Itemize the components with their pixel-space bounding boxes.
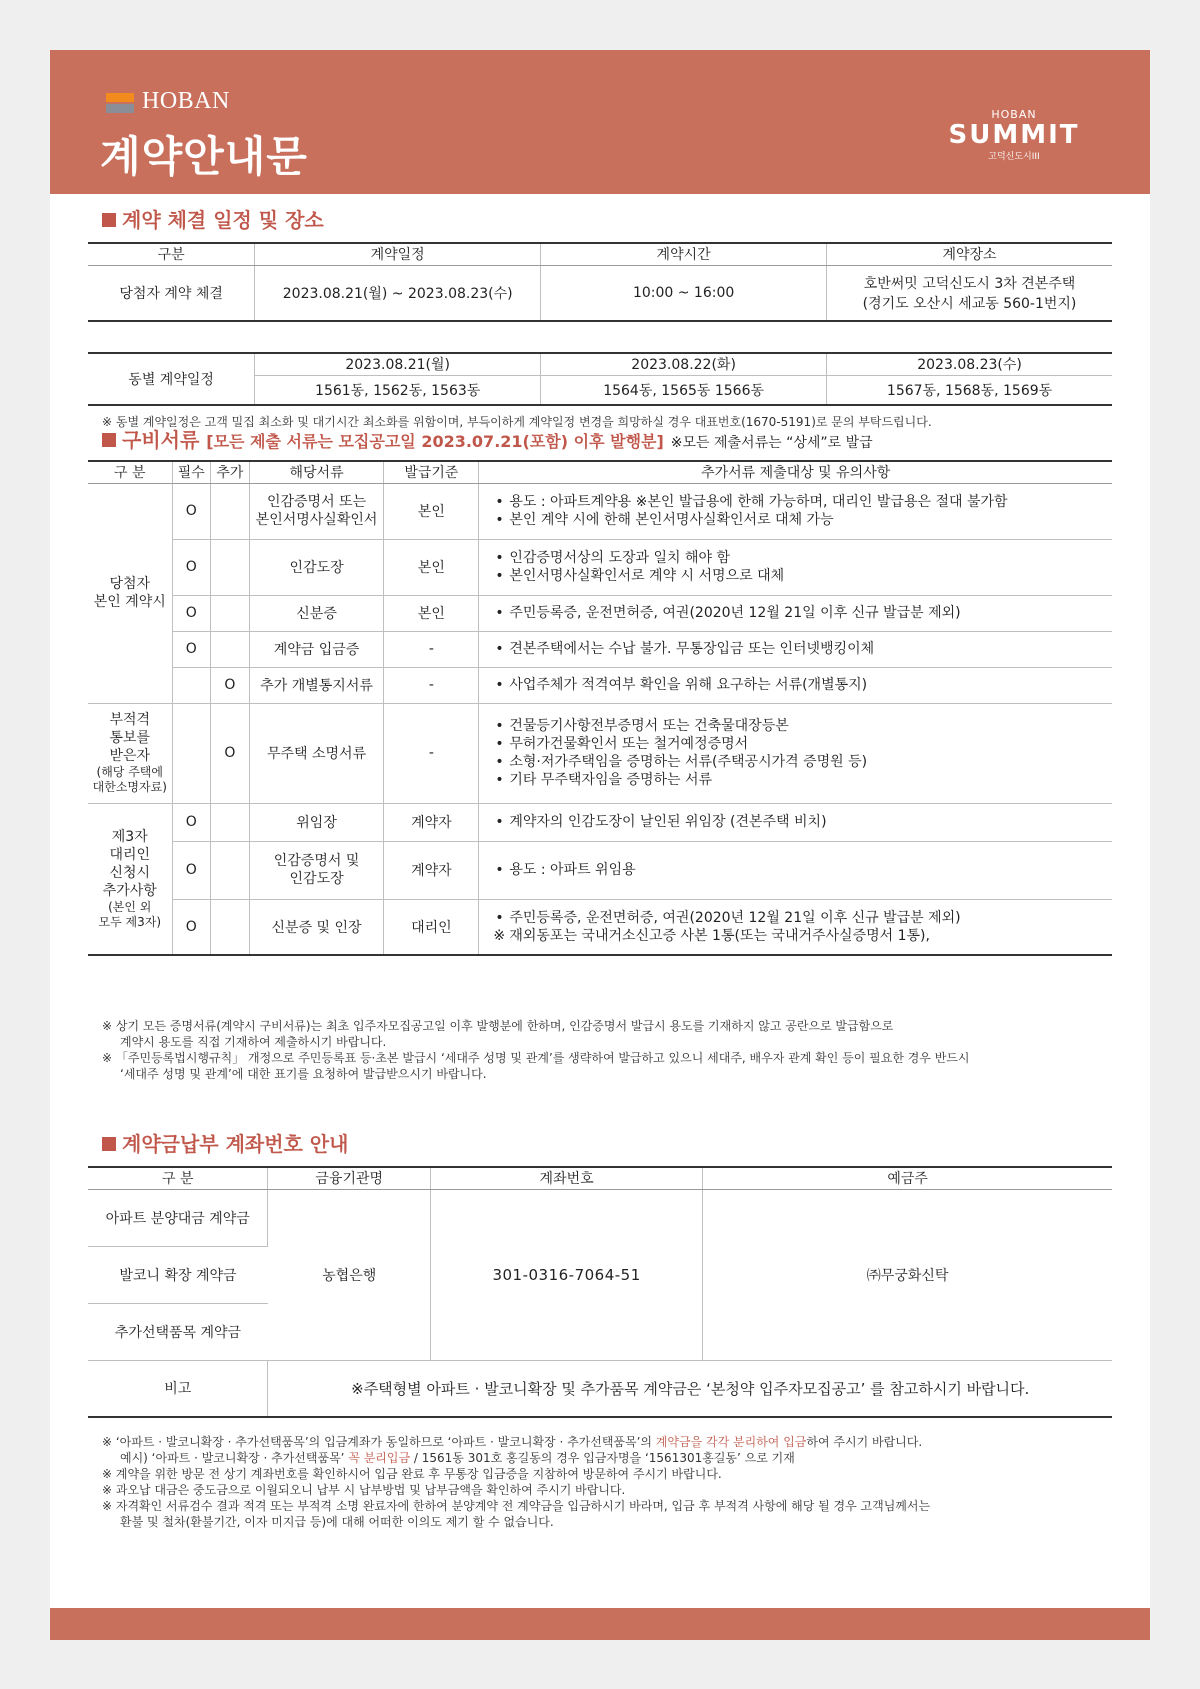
brand-main: SUMMIT	[948, 120, 1080, 150]
schedule-table	[88, 242, 1112, 322]
issue-basis: 계약자	[384, 803, 479, 841]
schedule-note: ※ 동별 계약일정은 고객 밀집 최소화 및 대기시간 최소화를 위함이며, 부득이하게 계약일정 변경을 희망하실 경우 대표번호(1670-5191)로 문의 부탁드립니다.	[102, 415, 932, 429]
highlight-text: 계약금을 각각 분리하여 입금	[655, 1435, 807, 1449]
contract-place: 호반써밋 고덕신도시 3차 견본주택 (경기도 오산시 세교동 560-1번지)	[827, 265, 1112, 321]
highlight-text: 꼭 분리입금	[348, 1451, 411, 1465]
schedule-buildings: 1561동, 1562동, 1563동	[255, 375, 541, 405]
section2-subtitle: [모든 제출 서류는 모집공고일 2023.07.21(포함) 이후 발행분]	[206, 432, 664, 451]
col-header: 계약시간	[541, 243, 827, 265]
additional-mark	[211, 595, 250, 631]
required-mark: O	[172, 631, 211, 667]
additional-mark	[211, 803, 250, 841]
issue-basis: -	[384, 631, 479, 667]
page-title: 계약안내문	[100, 132, 308, 181]
issue-basis: 본인	[384, 483, 479, 539]
col-header: 예금주	[703, 1167, 1112, 1189]
schedule-label: 동별 계약일정	[88, 353, 255, 405]
additional-mark	[211, 631, 250, 667]
account-number: 301-0316-7064-51	[430, 1189, 702, 1360]
issue-basis: 대리인	[384, 899, 479, 955]
brand-sub: 고덕신도시III	[988, 152, 1040, 162]
header-banner	[50, 50, 1150, 194]
remark-label: 비고	[88, 1360, 268, 1417]
footer-bar	[50, 1608, 1150, 1640]
col-header: 구 분	[88, 461, 172, 483]
issue-basis: 본인	[384, 539, 479, 595]
remark-text: ※주택형별 아파트 · 발코니확장 및 추가품목 계약금은 ‘본청약 입주자모집공고’ 를 참고하시기 바랍니다.	[268, 1360, 1112, 1417]
col-header: 구 분	[88, 1167, 268, 1189]
required-mark: O	[172, 841, 211, 899]
required-mark	[172, 703, 211, 803]
document-name: 추가 개별통지서류	[249, 667, 384, 703]
document-name: 위임장	[249, 803, 384, 841]
document-notes: • 용도 : 아파트 위임용	[479, 841, 1112, 899]
hoban-logo-icon	[106, 93, 134, 113]
brand-top: HOBAN	[991, 108, 1037, 121]
document-name: 인감증명서 또는 본인서명사실확인서	[249, 483, 384, 539]
additional-mark	[211, 539, 250, 595]
schedule-date: 2023.08.21(월)	[255, 353, 541, 375]
col-header: 계약장소	[827, 243, 1112, 265]
section2-title: 구비서류 [모든 제출 서류는 모집공고일 2023.07.21(포함) 이후 발행분] ※모든 제출서류는 “상세”로 발급	[102, 424, 873, 453]
square-bullet-icon	[102, 433, 116, 447]
logo-text: HOBAN	[142, 88, 230, 114]
document-page	[50, 50, 1150, 1640]
documents-table	[88, 460, 1112, 956]
bank-name: 농협은행	[268, 1189, 431, 1360]
col-header: 해당서류	[249, 461, 384, 483]
document-notes: • 주민등록증, 운전면허증, 여권(2020년 12월 21일 이후 신규 발급분 제외)	[479, 595, 1112, 631]
issue-basis: -	[384, 703, 479, 803]
document-name: 신분증 및 인장	[249, 899, 384, 955]
additional-mark	[211, 841, 250, 899]
row-label: 당첨자 계약 체결	[88, 265, 255, 321]
col-header: 계좌번호	[430, 1167, 702, 1189]
schedule-date: 2023.08.22(화)	[541, 353, 827, 375]
group-label: 당첨자 본인 계약시	[88, 483, 172, 703]
group-label: 제3자 대리인 신청시 추가사항 (본인 외 모두 제3자)	[88, 803, 172, 955]
schedule-buildings: 1564동, 1565동 1566동	[541, 375, 827, 405]
additional-mark	[211, 899, 250, 955]
issue-basis: 본인	[384, 595, 479, 631]
document-notes: • 견본주택에서는 수납 불가. 무통장입금 또는 인터넷뱅킹이체	[479, 631, 1112, 667]
document-name: 신분증	[249, 595, 384, 631]
document-notes: • 계약자의 인감도장이 날인된 위임장 (견본주택 비치)	[479, 803, 1112, 841]
document-notes: • 인감증명서상의 도장과 일치 해야 함 • 본인서명사실확인서로 계약 시 서명으로 대체	[479, 539, 1112, 595]
section2-title-note: ※모든 제출서류는 “상세”로 발급	[670, 435, 873, 451]
account-table	[88, 1166, 1112, 1418]
document-name: 인감도장	[249, 539, 384, 595]
schedule-buildings: 1567동, 1568동, 1569동	[827, 375, 1112, 405]
schedule-date: 2023.08.23(수)	[827, 353, 1112, 375]
required-mark	[172, 667, 211, 703]
document-notes: • 건물등기사항전부증명서 또는 건축물대장등본 • 무허가건물확인서 또는 철거예정증명서 • 소형·저가주택임을 증명하는 서류(주택공시가격 증명원 등) • 기타 무주택자임을 증명하는 서류	[479, 703, 1112, 803]
col-header: 구분	[88, 243, 255, 265]
payment-item: 추가선택품목 계약금	[88, 1303, 268, 1360]
additional-mark: O	[211, 667, 250, 703]
account-notes: ※ ‘아파트 · 발코니확장 · 추가선택품목’의 입금계좌가 동일하므로 ‘아파트 · 발코니확장 · 추가선택품목’의 계약금을 각각 분리하여 입금하여 주시기 바랍니다. 예시) ‘아파트 · 발코니확장 · 추가선택품목’ 꼭 분리입금 / 1561동 301호 홍길동의 경우 입금자명을 ‘1561301홍길동’ 으로 기재 ※ 계약을 위한 방문 전 상기 계좌번호를 확인하시어 입금 완료 후 무통장 입금증을 지참하여 방문하여 주시기 바랍니다. ※ 과오납 대금은 중도금으로 이월되오니 납부 시 납부방법 및 납부금액을 확인하여 주시기 바랍니다. ※ 자격확인 서류검수 결과 적격 또는 부적격 소명 완료자에 한하여 분양계약 전 계약금을 입금하시기 바라며, 입금 후 부적격 사항에 해당 될 경우 고객님께서는 환불 및 철차(환불기간, 이자 미지급 등)에 대해 어떠한 이의도 제기 할 수 없습니다.	[102, 1435, 931, 1529]
documents-notes: ※ 상기 모든 증명서류(계약시 구비서류)는 최초 입주자모집공고일 이후 발행분에 한하며, 인감증명서 발급시 용도를 기재하지 않고 공란으로 발급함으로 계약시 용도를 직접 기재하여 제출하시기 바랍니다. ※ 「주민등록법시행규칙」 개정으로 주민등록표 등·초본 발급시 ‘세대주 성명 및 관계’를 생략하여 발급하고 있으니 세대주, 배우자 관계 확인 등이 필요한 경우 반드시 ‘세대주 성명 및 관계’에 대한 표기를 요청하여 발급받으시기 바랍니다.	[102, 1019, 970, 1081]
issue-basis: -	[384, 667, 479, 703]
document-notes: • 사업주체가 적격여부 확인을 위해 요구하는 서류(개별통지)	[479, 667, 1112, 703]
document-name: 무주택 소명서류	[249, 703, 384, 803]
additional-mark	[211, 483, 250, 539]
payment-item: 발코니 확장 계약금	[88, 1246, 268, 1303]
document-notes: • 용도 : 아파트계약용 ※본인 발급용에 한해 가능하며, 대리인 발급용은 절대 불가함 • 본인 계약 시에 한해 본인서명사실확인서로 대체 가능	[479, 483, 1112, 539]
contract-time: 10:00 ~ 16:00	[541, 265, 827, 321]
required-mark: O	[172, 803, 211, 841]
required-mark: O	[172, 483, 211, 539]
document-name: 인감증명서 및 인감도장	[249, 841, 384, 899]
building-schedule-table	[88, 352, 1112, 406]
required-mark: O	[172, 899, 211, 955]
group-label: 부적격 통보를 받은자 (해당 주택에 대한소명자료)	[88, 703, 172, 803]
col-header: 계약일정	[255, 243, 541, 265]
account-holder: ㈜무궁화신탁	[703, 1189, 1112, 1360]
summit-brand-logo	[944, 108, 1084, 162]
contract-dates: 2023.08.21(월) ~ 2023.08.23(수)	[255, 265, 541, 321]
additional-mark: O	[211, 703, 250, 803]
col-header: 추가서류 제출대상 및 유의사항	[479, 461, 1112, 483]
col-header: 필수	[172, 461, 211, 483]
col-header: 추가	[211, 461, 250, 483]
square-bullet-icon	[102, 213, 116, 227]
col-header: 발급기준	[384, 461, 479, 483]
document-name: 계약금 입금증	[249, 631, 384, 667]
col-header: 금융기관명	[268, 1167, 431, 1189]
required-mark: O	[172, 595, 211, 631]
issue-basis: 계약자	[384, 841, 479, 899]
section1-title: 계약 체결 일정 및 장소	[102, 204, 324, 233]
square-bullet-icon	[102, 1137, 116, 1151]
document-notes: • 주민등록증, 운전면허증, 여권(2020년 12월 21일 이후 신규 발급분 제외) ※ 재외동포는 국내거소신고증 사본 1통(또는 국내거주사실증명서 1통),	[479, 899, 1112, 955]
payment-item: 아파트 분양대금 계약금	[88, 1189, 268, 1246]
section3-title: 계약금납부 계좌번호 안내	[102, 1128, 348, 1157]
required-mark: O	[172, 539, 211, 595]
